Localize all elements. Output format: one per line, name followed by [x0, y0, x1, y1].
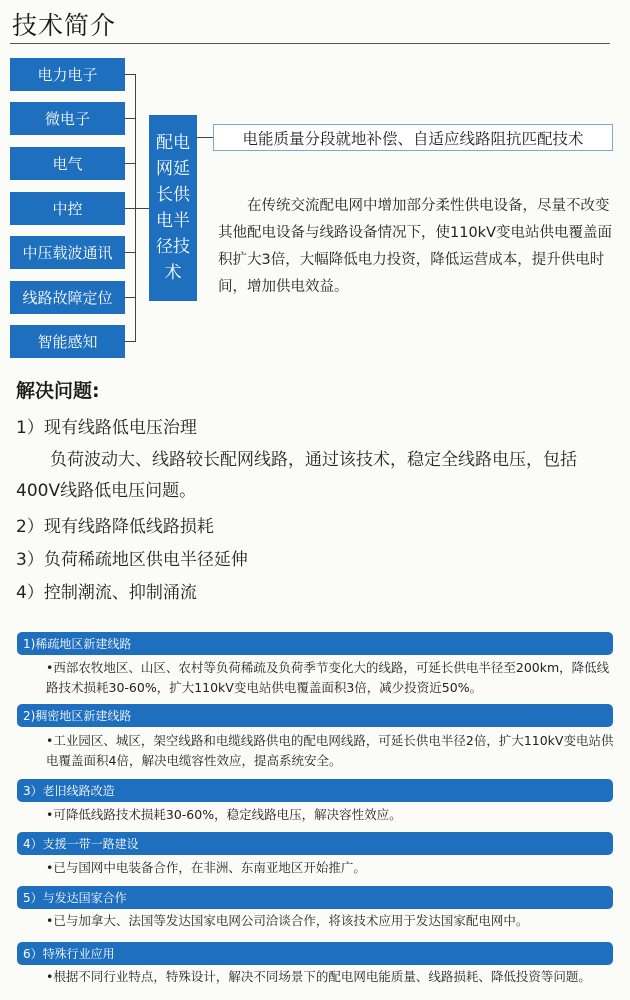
application-header: 3）老旧线路改造 [17, 779, 613, 802]
category-microelectronics: 微电子 [10, 102, 125, 135]
center-line: 术 [164, 263, 182, 283]
center-line: 长供 [156, 185, 190, 205]
problem-item: 2）现有线路降低线路损耗 [16, 517, 214, 537]
problem-item-description: 负荷波动大、线路较长配网线路，通过该技术，稳定全线路电压，包括400V线路低电压问题。 [16, 450, 577, 501]
center-to-name-connector [197, 137, 213, 138]
problems-heading: 解决问题: [16, 380, 100, 402]
center-line: 径技 [156, 237, 190, 257]
category-mv-carrier-comm: 中压载波通讯 [10, 236, 125, 269]
bracket-tick [125, 163, 135, 164]
technology-description: 在传统交流配电网中增加部分柔性供电设备，尽量不改变其他配电设备与线路设备情况下，使110kV变电站供电覆盖面积扩大3倍，大幅降低电力投资，降低运营成本，提升供电时间，增加供电效益。 [218, 198, 612, 295]
category-fault-location: 线路故障定位 [10, 281, 125, 314]
title-divider [10, 43, 610, 44]
application-body: •可降低线路技术损耗30-60%，稳定线路电压，解决容性效应。 [46, 807, 402, 822]
application-header: 2)稠密地区新建线路 [17, 704, 613, 727]
application-body: •工业园区、城区，架空线路和电缆线路供电的配电网线路，可延长供电半径2倍，扩大110kV变电站供电覆盖面积4倍，解决电缆容性效应，提高系统安全。 [46, 733, 614, 768]
bracket-tick [125, 208, 135, 209]
category-power-electronics: 电力电子 [10, 58, 125, 91]
center-line: 配电 [156, 133, 190, 153]
bracket-tick [125, 118, 135, 119]
problem-item: 1）现有线路低电压治理 [16, 418, 197, 438]
application-header: 5）与发达国家合作 [17, 886, 613, 909]
page-title: 技术简介 [12, 11, 117, 40]
category-central-control: 中控 [10, 192, 125, 225]
application-body: •已与加拿大、法国等发达国家电网公司洽谈合作，将该技术应用于发达国家配电网中。 [46, 913, 529, 928]
application-body: •西部农牧地区、山区、农村等负荷稀疏及负荷季节变化大的线路，可延长供电半径至200km，降低线路技术损耗30-60%，扩大110kV变电站供电覆盖面积3倍，减少投资近50%。 [46, 660, 610, 695]
application-header: 6）特殊行业应用 [17, 942, 613, 965]
application-body: •已与国网中电装备合作，在非洲、东南亚地区开始推广。 [46, 860, 366, 875]
application-header: 4）支援一带一路建设 [17, 832, 613, 855]
category-smart-sensing: 智能感知 [10, 325, 125, 358]
bracket-tick [125, 74, 135, 75]
problem-item: 4）控制潮流、抑制涌流 [16, 583, 197, 603]
bracket-tick [125, 341, 135, 342]
center-line: 电半 [156, 211, 190, 231]
problem-item: 3）负荷稀疏地区供电半径延伸 [16, 550, 248, 570]
technology-name: 电能质量分段就地补偿、自适应线路阻抗匹配技术 [213, 124, 613, 151]
category-electrical: 电气 [10, 147, 125, 180]
bracket-tick [125, 297, 135, 298]
application-header: 1)稀疏地区新建线路 [17, 632, 613, 655]
application-body: •根据不同行业特点，特殊设计，解决不同场景下的配电网电能质量、线路损耗、降低投资等问题。 [46, 969, 591, 984]
center-technology-box [149, 115, 197, 301]
bracket-to-center [135, 208, 149, 209]
center-line: 网延 [156, 159, 190, 179]
bracket-tick [125, 252, 135, 253]
